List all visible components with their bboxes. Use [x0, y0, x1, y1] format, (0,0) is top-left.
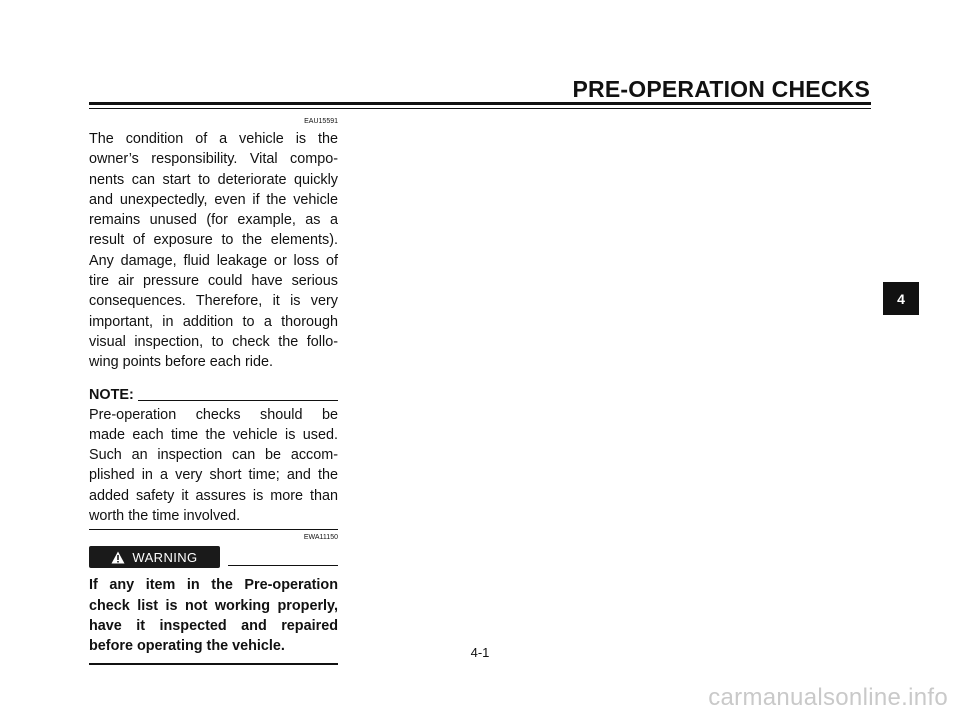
paragraph-line: Any damage, fluid leakage or loss of: [89, 252, 338, 269]
warning-triangle-icon: [111, 551, 125, 564]
paragraph-line: and unexpectedly, even if the vehicle: [89, 191, 338, 208]
chapter-title: PRE-OPERATION CHECKS: [572, 76, 870, 102]
warning-badge: [89, 546, 220, 568]
note-line: plished in a very short time; and the: [89, 467, 338, 484]
warning-header-rule: [228, 565, 338, 566]
note-line: made each time the vehicle is used.: [89, 426, 338, 443]
note-header: [89, 385, 338, 405]
warning-label: WARNING: [132, 549, 198, 565]
note-label: NOTE:: [89, 386, 134, 403]
warning-end-rule: [89, 663, 338, 665]
note-line: Such an inspection can be accom-: [89, 447, 338, 464]
page-number: 4-1: [470, 645, 490, 660]
header-rule-thin: [89, 108, 871, 109]
paragraph-line: owner’s responsibility. Vital compo-: [89, 151, 338, 168]
intro-paragraph: [89, 129, 338, 373]
paragraph-line: The condition of a vehicle is the: [89, 131, 338, 147]
warning-line: check list is not working properly,: [89, 597, 338, 614]
warning-line: have it inspected and repaired: [89, 617, 338, 634]
note-line: added safety it assures is more than: [89, 487, 338, 504]
note-text: [89, 405, 338, 527]
note-header-rule: [138, 400, 338, 401]
warning-line: If any item in the Pre-operation: [89, 577, 338, 594]
section-code: EAU15591: [304, 118, 338, 125]
paragraph-line: tire air pressure could have serious: [89, 273, 338, 290]
header-rule-thick: [89, 102, 871, 105]
warning-line: before operating the vehicle.: [89, 638, 285, 655]
paragraph-line: visual inspection, to check the follo-: [89, 333, 338, 350]
paragraph-line: important, in addition to a thorough: [89, 313, 338, 330]
paragraph-line: consequences. Therefore, it is very: [89, 293, 338, 310]
warning-code: EWA11150: [303, 534, 338, 542]
chapter-tab: 4: [883, 282, 919, 315]
note-end-rule: [89, 529, 338, 530]
paragraph-line: remains unused (for example, as a: [89, 212, 338, 229]
paragraph-line: wing points before each ride.: [89, 354, 273, 371]
warning-header: [89, 546, 338, 568]
paragraph-line: result of exposure to the elements).: [89, 232, 338, 249]
note-line: worth the time involved.: [89, 508, 241, 525]
content-column: [89, 118, 338, 665]
paragraph-line: nents can start to deteriorate quickly: [89, 171, 338, 188]
note-line: Pre-operation checks should be: [89, 406, 338, 423]
watermark-text: carmanualsonline.info: [708, 684, 948, 711]
